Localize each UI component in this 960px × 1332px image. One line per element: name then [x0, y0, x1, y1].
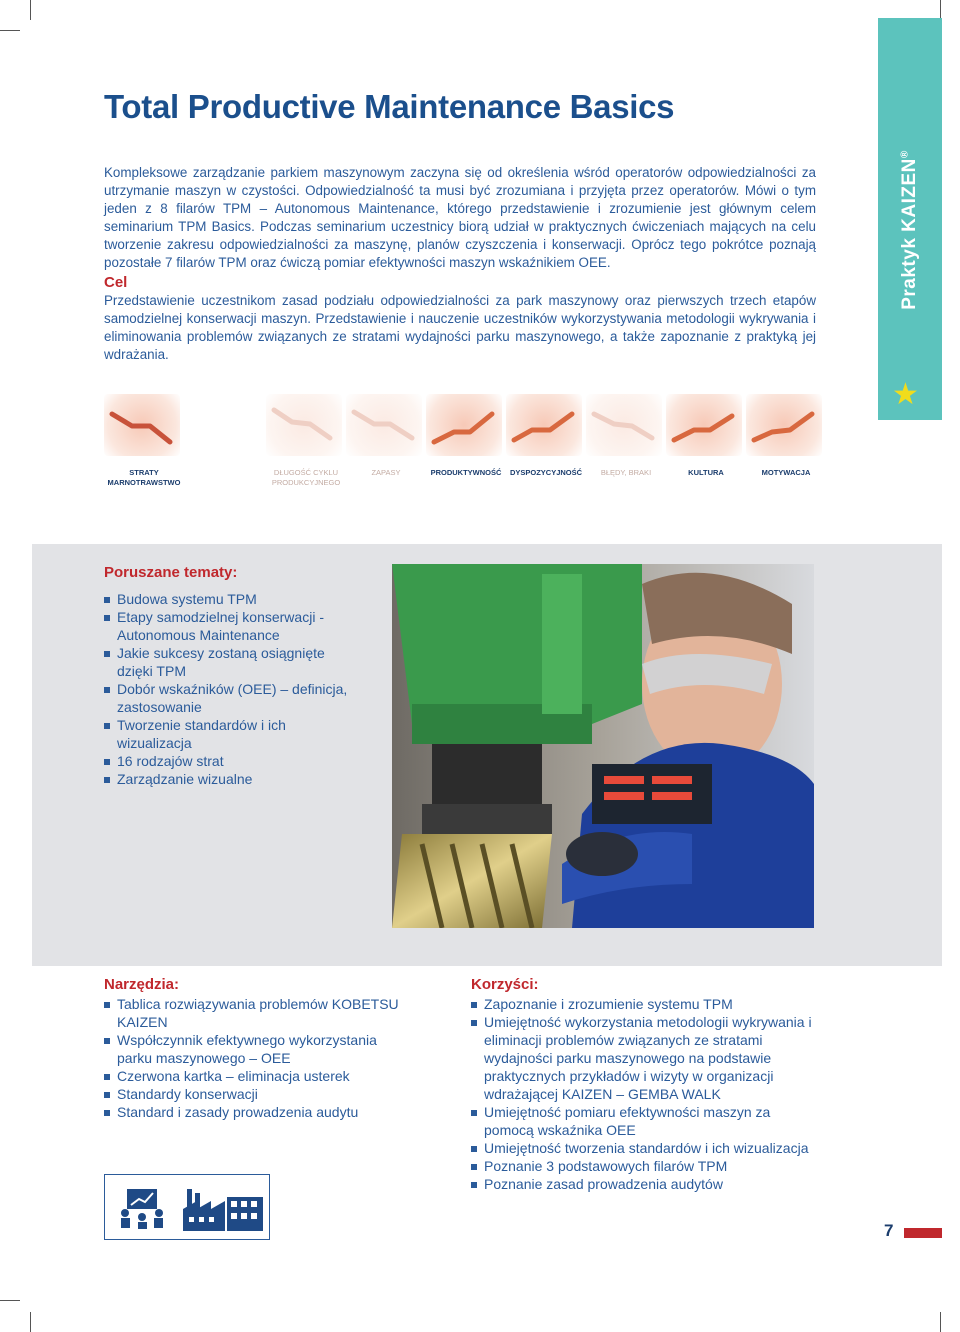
trend-up-icon — [514, 414, 572, 440]
list-item: Współczynnik efektywnego wykorzystania parku maszynowego – OEE — [104, 1031, 381, 1067]
trend-down-icon — [274, 410, 330, 438]
loss-label: KULTURA — [688, 468, 724, 477]
loss-label: DYSPOZYCYJNOŚĆ — [509, 468, 583, 477]
list-item: Tablica rozwiązywania problemów KOBETSU KAIZEN — [104, 995, 404, 1031]
trend-up-icon — [434, 414, 492, 442]
machinist-photo — [392, 564, 814, 928]
topics-heading: Poruszane tematy: — [104, 564, 238, 581]
list-item: Standard i zasady prowadzenia audytu — [104, 1103, 404, 1121]
trend-down-icon — [354, 412, 412, 438]
loss-item — [586, 394, 666, 478]
trend-tile — [666, 394, 742, 456]
trend-down-icon — [594, 414, 652, 438]
crop-mark — [0, 1300, 20, 1301]
list-item: Zarządzanie wizualne — [104, 770, 364, 788]
trend-up-icon — [674, 416, 732, 440]
loss-label: BŁĘDY, BRAKI — [600, 468, 652, 477]
loss-label: DŁUGOŚĆ CYKLU PRODUKCYJNEGO — [271, 468, 341, 487]
list-item: Jakie sukcesy zostaną osiągnięte dzięki TPM — [104, 644, 364, 680]
tools-list — [104, 995, 404, 1121]
list-item: 16 rodzajów strat — [104, 752, 364, 770]
crop-mark — [0, 30, 20, 31]
crop-mark — [30, 0, 31, 20]
loss-item — [266, 394, 346, 488]
trend-tile — [266, 394, 342, 456]
tools-heading: Narzędzia: — [104, 976, 180, 993]
loss-item — [666, 394, 746, 478]
benefits-list — [471, 995, 816, 1193]
list-item: Dobór wskaźników (OEE) – definicja, zastosowanie — [104, 680, 364, 716]
loss-item — [346, 394, 426, 478]
list-item: Umiejętność wykorzystania metodologii wykrywania i eliminacji problemów związanych ze stratami wydajności parku maszynowego na podstawie praktycznych przykładów i wizyty w organizacji wdrażającej KAIZEN – GEMBA WALK — [471, 1013, 816, 1103]
list-item: Tworzenie standardów i ich wizualizacja — [104, 716, 364, 752]
crop-mark — [30, 1312, 31, 1332]
praktyk-kaizen-ribbon — [878, 18, 942, 420]
list-item: Zapoznanie i zrozumienie systemu TPM — [471, 995, 816, 1013]
topics-list — [104, 590, 364, 788]
page-number-bar — [904, 1228, 942, 1238]
registered-mark: ® — [899, 150, 911, 159]
factory-icon — [183, 1185, 265, 1231]
list-item: Budowa systemu TPM — [104, 590, 364, 608]
list-item: Umiejętność tworzenia standardów i ich wizualizacja — [471, 1139, 816, 1157]
page-number: 7 — [884, 1221, 894, 1240]
loss-item — [426, 394, 506, 478]
star-icon: ★ — [892, 378, 919, 411]
trend-up-icon — [754, 414, 812, 440]
list-item: Czerwona kartka – eliminacja usterek — [104, 1067, 404, 1085]
crop-mark — [940, 1312, 941, 1332]
loss-label: ZAPASY — [371, 468, 401, 477]
trend-tile — [506, 394, 582, 456]
loss-item — [104, 394, 184, 488]
trend-tile — [104, 394, 180, 456]
loss-label: MOTYWACJA — [761, 468, 811, 477]
list-item: Poznanie zasad prowadzenia audytów — [471, 1175, 816, 1193]
list-item: Umiejętność pomiaru efektywności maszyn za pomocą wskaźnika OEE — [471, 1103, 816, 1139]
list-item: Standardy konserwacji — [104, 1085, 404, 1103]
trend-tile — [746, 394, 822, 456]
goal-paragraph: Przedstawienie uczestnikom zasad podziału odpowiedzialności za park maszynowy oraz pierwszych trzech etapów samodzielnej konserwacji maszyn. Przedstawienie i nauczenie uczestników wykorzystywania metodologii wykrywania i eliminowania problemów związanych ze stratami wydajności parku maszynowego, a także zapoznanie z praktyką jej wdrażania. — [104, 293, 816, 362]
trend-down-icon — [112, 414, 170, 442]
intro-paragraph: Kompleksowe zarządzanie parkiem maszynowym zaczyna się od określenia wśród operatorów odpowiedzialności za utrzymanie maszyn w czystości. Odpowiedzialność ta musi być zrozumiana i przyjęta przez operatorów. Mówi o tym jeden z 8 filarów TPM – Autonomous Maintenance, którego przedstawienie i zrozumienie jest głównym celem seminarium TPM Basics. Podczas seminarium uczestnicy biorą udział w praktycznych ćwiczeniach mających na celu tworzenie zakresu odpowiedzialności za maszynę, planów czyszczenia i konserwacji. Oprócz tego pokrótce poznają pozostałe 7 filarów TPM oraz ćwiczą pomiar efektywności maszyn wskaźnikiem OEE. — [104, 165, 816, 270]
loss-item — [506, 394, 586, 478]
loss-label: STRATY MARNOTRAWSTWO — [107, 468, 181, 487]
ribbon-label: Praktyk KAIZEN® — [899, 150, 920, 310]
list-item: Poznanie 3 podstawowych filarów TPM — [471, 1157, 816, 1175]
list-item: Etapy samodzielnej konserwacji - Autonomous Maintenance — [104, 608, 364, 644]
loss-item — [746, 394, 826, 478]
presentation-icon — [119, 1187, 165, 1229]
trend-tile — [426, 394, 502, 456]
goal-heading: Cel — [104, 274, 128, 291]
loss-label: PRODUKTYWNOŚĆ — [430, 468, 502, 477]
benefits-heading: Korzyści: — [471, 976, 539, 993]
trend-tile — [346, 394, 422, 456]
icons-box — [104, 1174, 270, 1240]
loss-indicators — [100, 394, 820, 494]
crop-mark — [940, 0, 941, 20]
trend-tile — [586, 394, 662, 456]
page-title: Total Productive Maintenance Basics — [104, 88, 675, 125]
